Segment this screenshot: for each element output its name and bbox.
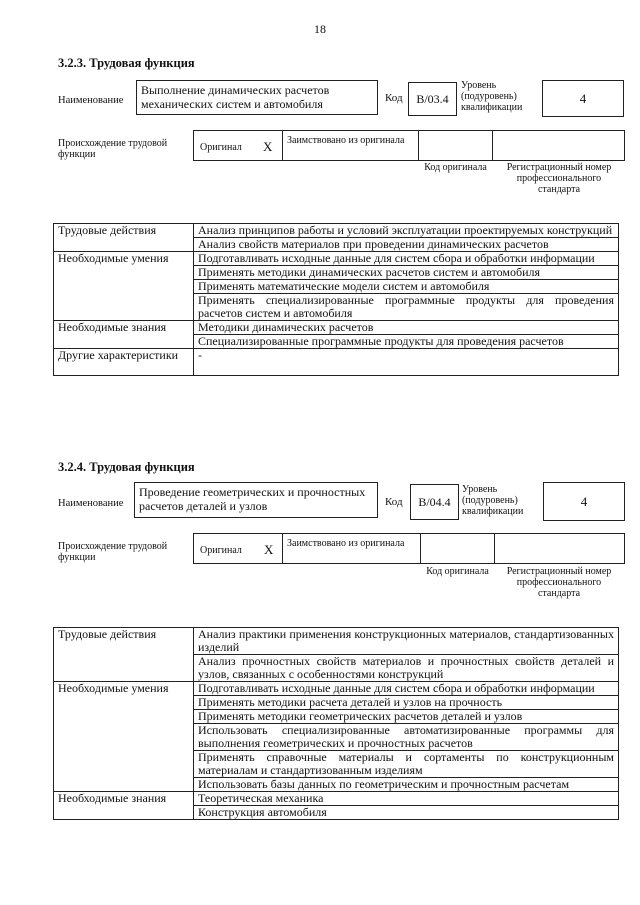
page-number: 18 [314, 22, 326, 36]
activities-table [53, 223, 619, 376]
row-label: Другие характеристики [54, 349, 194, 376]
row-item: Анализ прочностных свойств материалов и прочностных свойств деталей и узлов, связанных с особенностями конструкций [194, 655, 619, 682]
code-original-label: Код оригинала [426, 566, 489, 577]
table-row [54, 224, 619, 238]
row-item: Применять математические модели систем и автомобиля [194, 280, 619, 294]
code-original-label: Код оригинала [424, 162, 487, 173]
origin-label: Происхождение трудовой функции [58, 541, 168, 563]
origin-label: Происхождение трудовой функции [58, 138, 168, 160]
row-label: Необходимые знания [54, 321, 194, 349]
section-heading: 3.2.4. Трудовая функция [58, 460, 195, 474]
table-row [54, 628, 619, 655]
borrowed-label: Заимствовано из оригинала [287, 538, 405, 549]
original-mark: X [263, 139, 273, 154]
row-item: Анализ принципов работы и условий эксплуатации проектируемых конструкций [194, 224, 619, 238]
name-value: Проведение геометрических и прочностных расчетов деталей и узлов [134, 482, 378, 518]
row-item: - [194, 349, 619, 376]
origin-table [193, 130, 625, 161]
name-label: Наименование [58, 95, 124, 106]
row-item: Подготавливать исходные данные для систем сбора и обработки информации [194, 682, 619, 696]
row-item: Анализ свойств материалов при проведении динамических расчетов [194, 238, 619, 252]
original-label: Оригинал [200, 545, 242, 556]
code-value: B/03.4 [408, 82, 457, 116]
level-value: 4 [543, 482, 625, 521]
code-label: Код [385, 92, 403, 104]
row-item: Анализ практики применения конструкционных материалов, стандартизованных изделий [194, 628, 619, 655]
row-item: Использовать специализированные автоматизированные программы для выполнения геометрических и прочностных расчетов [194, 724, 619, 751]
row-label: Необходимые умения [54, 682, 194, 792]
row-item: Теоретическая механика [194, 792, 619, 806]
name-value: Выполнение динамических расчетов механических систем и автомобиля [136, 80, 378, 115]
row-item: Применять методики расчета деталей и узлов на прочность [194, 696, 619, 710]
row-item: Конструкция автомобиля [194, 806, 619, 820]
row-item: Методики динамических расчетов [194, 321, 619, 335]
row-item: Применять специализированные программные продукты для проведения расчетов систем и автомобиля [194, 294, 619, 321]
row-item: Специализированные программные продукты для проведения расчетов [194, 335, 619, 349]
reg-number-label: Регистрационный номер профессионального стандарта [506, 566, 612, 599]
level-value: 4 [542, 80, 624, 117]
activities-table [53, 627, 619, 820]
original-mark: X [264, 542, 274, 557]
code-label: Код [385, 496, 403, 508]
level-label: Уровень (подуровень) квалификации [462, 484, 524, 517]
table-row [54, 349, 619, 376]
table-row [54, 792, 619, 806]
row-item: Подготавливать исходные данные для систем сбора и обработки информации [194, 252, 619, 266]
row-item: Применять методики динамических расчетов систем и автомобиля [194, 266, 619, 280]
table-row [54, 252, 619, 266]
name-label: Наименование [58, 498, 124, 509]
row-label: Необходимые знания [54, 792, 194, 820]
row-item: Применять справочные материалы и сортаменты по конструкционным материалам и стандартизованным изделиям [194, 751, 619, 778]
row-item: Использовать базы данных по геометрическим и прочностным расчетам [194, 778, 619, 792]
table-row [54, 682, 619, 696]
level-label: Уровень (подуровень) квалификации [461, 80, 523, 113]
reg-number-label: Регистрационный номер профессионального стандарта [506, 162, 612, 195]
code-value: B/04.4 [410, 484, 459, 520]
table-row [54, 321, 619, 335]
row-item: Применять методики геометрических расчетов деталей и узлов [194, 710, 619, 724]
origin-table [193, 533, 625, 564]
borrowed-label: Заимствовано из оригинала [287, 135, 405, 146]
row-label: Трудовые действия [54, 224, 194, 252]
row-label: Необходимые умения [54, 252, 194, 321]
row-label: Трудовые действия [54, 628, 194, 682]
original-label: Оригинал [200, 142, 242, 153]
section-heading: 3.2.3. Трудовая функция [58, 56, 195, 70]
